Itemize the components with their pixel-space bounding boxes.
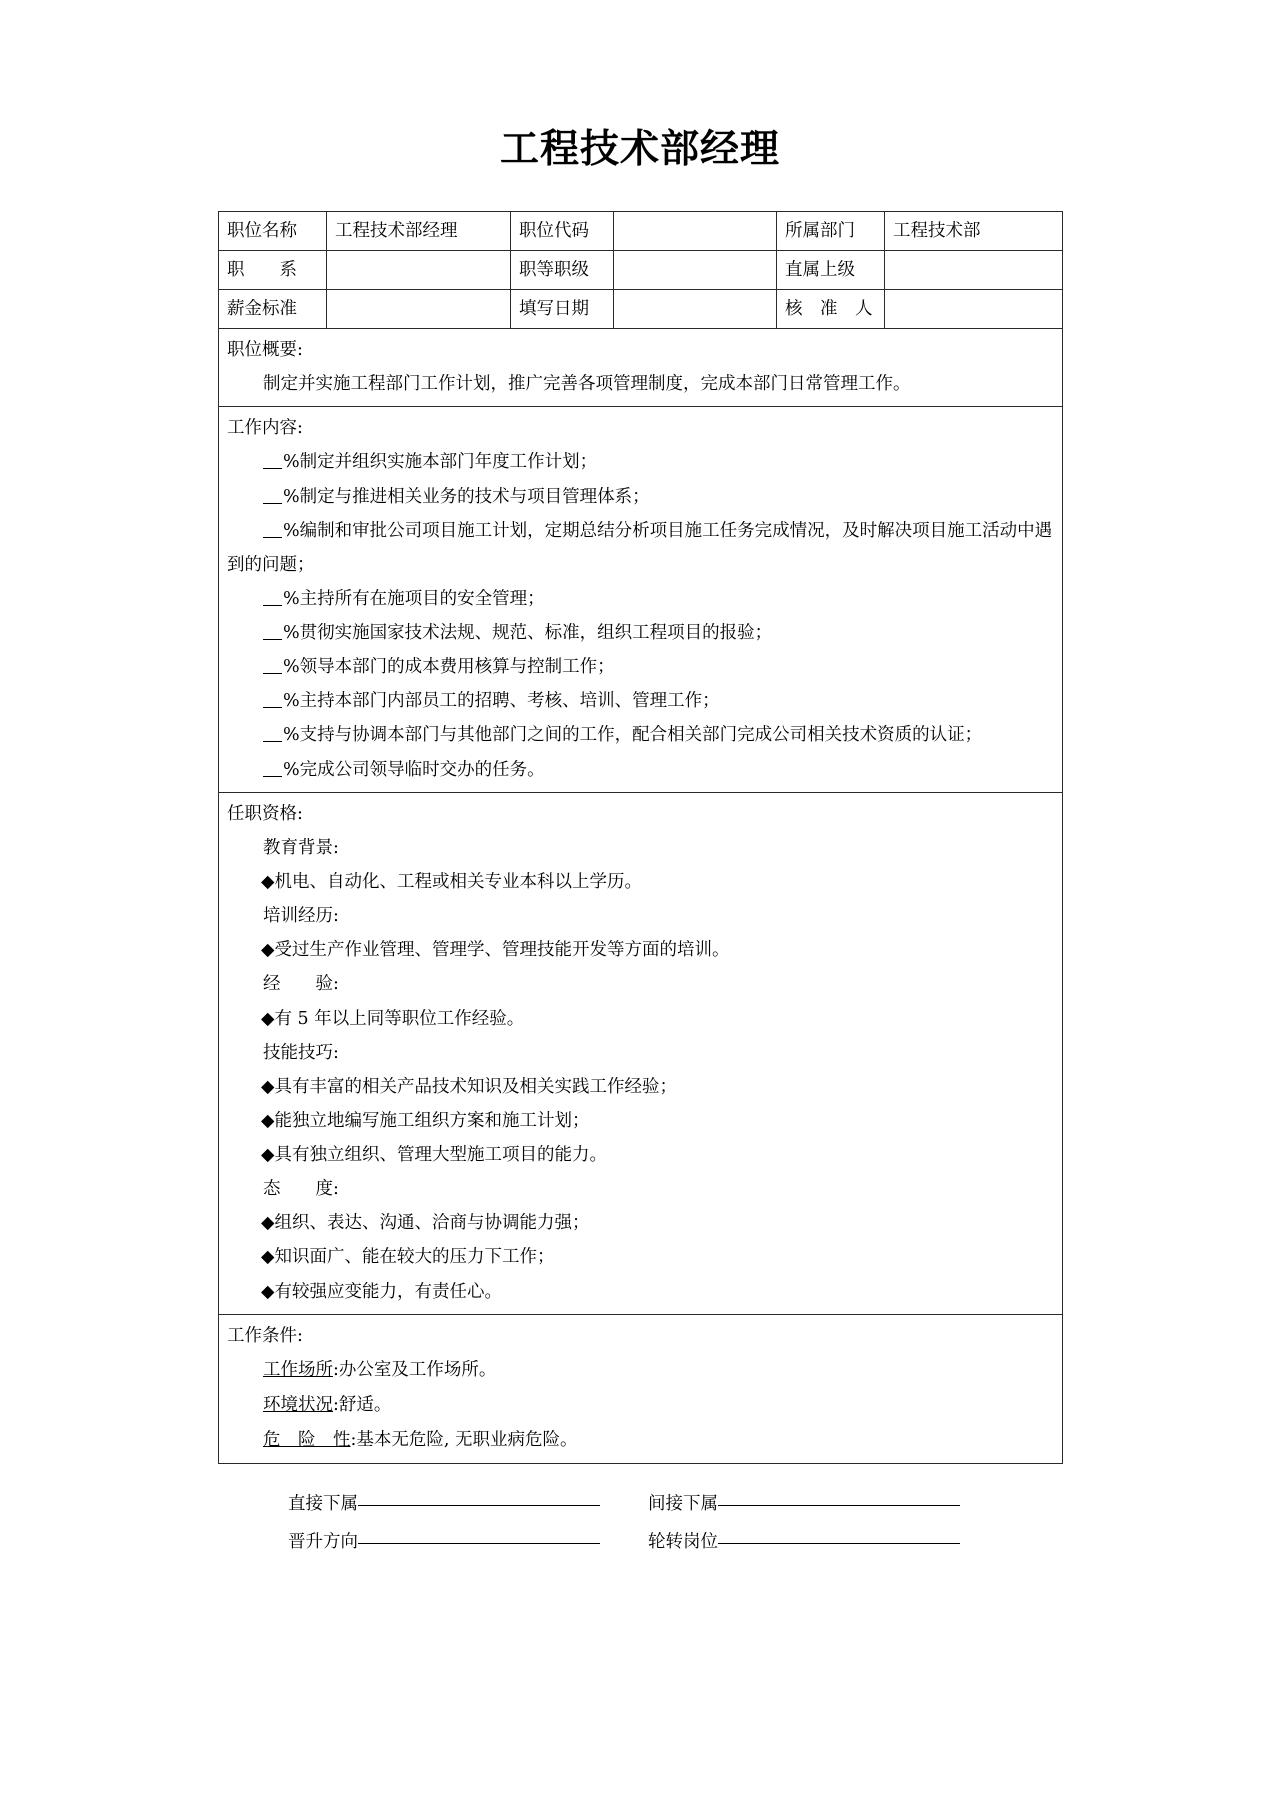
job-description-table-wrap [218,211,1062,1464]
table-row [219,250,1063,289]
diamond-bullet-icon: ◆ [261,1145,275,1165]
field-label-position-code: 职位代码 [511,211,614,250]
section-row-duties [219,407,1063,793]
footer-row [288,1524,1062,1562]
page-title: 工程技术部经理 [499,127,780,172]
duty-item [227,582,1054,616]
qualification-item-text: 组织、表达、沟通、洽商与协调能力强； [274,1213,590,1234]
duty-text: 主持所有在施项目的安全管理； [299,588,545,609]
percent-blank-field[interactable] [263,625,282,640]
work-condition-item [227,1353,1054,1388]
qualification-item-text: 有较强应变能力，有责任心。 [274,1281,502,1302]
percent-blank-field[interactable] [263,727,282,742]
footer-field-label: 晋升方向 [288,1531,358,1552]
section-heading-work-conditions: 工作条件: [227,1325,303,1346]
work-condition-item [227,1423,1054,1458]
qualification-item [227,1138,1054,1172]
section-qualifications [219,792,1063,1314]
footer-field-input[interactable] [718,1504,960,1506]
section-heading-duties: 工作内容: [227,418,303,439]
percent-blank-field[interactable] [263,591,282,606]
diamond-bullet-icon: ◆ [261,940,275,961]
field-label-job-family: 职 系 [219,250,327,289]
work-condition-separator: : [333,1394,339,1415]
section-job-summary [219,328,1063,406]
duty-item [227,445,1054,479]
work-condition-value: 办公室及工作场所。 [338,1359,497,1380]
footer-row [288,1486,1062,1524]
qualification-item [227,1275,1054,1309]
qualification-item [227,1206,1054,1240]
qualification-item-text: 受过生产作业管理、管理学、管理技能开发等方面的培训。 [274,940,730,961]
qualification-group-title: 态 度: [263,1179,339,1200]
diamond-bullet-icon: ◆ [261,1008,275,1029]
field-value-job-grade[interactable] [614,250,777,289]
diamond-bullet-icon: ◆ [261,1281,275,1302]
duty-text: 完成公司领导临时交办的任务。 [299,759,545,780]
duty-item [227,480,1054,514]
footer-field-label: 直接下属 [288,1493,358,1514]
field-value-department[interactable]: 工程技术部 [885,211,1063,250]
footer-field-label: 轮转岗位 [648,1531,718,1552]
diamond-bullet-icon: ◆ [261,1110,275,1131]
footer-field-input[interactable] [358,1504,600,1506]
work-condition-value: 舒适。 [338,1394,392,1415]
footer-field [648,1486,960,1524]
duty-text: 主持本部门内部员工的招聘、考核、培训、管理工作； [299,691,720,712]
section-heading-qualifications: 任职资格: [227,803,303,824]
percent-blank-field[interactable] [263,489,282,504]
qualification-group-title: 经 验: [263,974,339,995]
percent-sign: % [283,486,300,507]
work-condition-list [227,1353,1054,1458]
footer-signature-block [218,1486,1062,1561]
field-value-salary-standard[interactable] [327,289,511,328]
field-value-position-code[interactable] [614,211,777,250]
duty-item [227,753,1054,787]
qualification-item-text: 具有独立组织、管理大型施工项目的能力。 [274,1145,607,1165]
table-row [219,289,1063,328]
qualification-item-text: 具有丰富的相关产品技术知识及相关实践工作经验； [274,1076,677,1097]
footer-field [288,1486,648,1524]
diamond-bullet-icon: ◆ [261,1076,275,1097]
duty-text: 编制和审批公司项目施工计划，定期总结分析项目施工任务完成情况，及时解决项目施工活动中遇到的问题； [227,520,1053,575]
duties-list [227,445,1054,786]
section-row-qualifications [219,792,1063,1314]
work-condition-key: 危 险 性 [263,1429,351,1450]
footer-field-input[interactable] [358,1542,600,1544]
duty-text: 支持与协调本部门与其他部门之间的工作，配合相关部门完成公司相关技术资质的认证； [299,725,983,746]
section-row-work-conditions [219,1314,1063,1463]
field-value-job-family[interactable] [327,250,511,289]
field-value-fill-date[interactable] [614,289,777,328]
percent-sign: % [283,759,300,780]
field-label-direct-supervisor: 直属上级 [777,250,885,289]
field-label-department: 所属部门 [777,211,885,250]
field-label-approver: 核 准 人 [777,289,885,328]
field-label-position-name: 职位名称 [219,211,327,250]
qualification-item-text: 能独立地编写施工组织方案和施工计划； [274,1110,590,1131]
field-label-job-grade: 职等职级 [511,250,614,289]
percent-sign: % [283,657,300,678]
qualification-item [227,865,1054,899]
section-heading-summary: 职位概要: [227,339,303,360]
work-condition-value: 基本无危险, 无职业病危险。 [356,1429,578,1450]
footer-rows [288,1486,1062,1561]
duty-text: 贯彻实施国家技术法规、规范、标准，组织工程项目的报验； [299,623,773,643]
section-work-content [219,407,1063,793]
duty-item [227,514,1054,582]
duty-item [227,650,1054,684]
percent-blank-field[interactable] [263,659,282,674]
qualification-item-text: 机电、自动化、工程或相关专业本科以上学历。 [274,872,642,892]
footer-field-label: 间接下属 [648,1493,718,1514]
qualification-group-title: 培训经历: [263,906,339,927]
field-value-direct-supervisor[interactable] [885,250,1063,289]
section-work-conditions [219,1314,1063,1463]
job-description-table [218,211,1063,1464]
qualification-item [227,1240,1054,1274]
qualification-item [227,1070,1054,1104]
percent-sign: % [283,520,300,541]
percent-sign: % [283,691,300,712]
work-condition-key: 环境状况 [263,1394,333,1415]
duty-item [227,718,1054,752]
percent-blank-field[interactable] [263,454,282,469]
percent-blank-field[interactable] [263,523,282,538]
section-row-summary [219,328,1063,406]
percent-sign: % [283,452,300,473]
summary-text: 制定并实施工程部门工作计划，推广完善各项管理制度，完成本部门日常管理工作。 [263,374,911,394]
percent-sign: % [283,588,300,609]
duty-item [227,616,1054,650]
work-condition-item [227,1388,1054,1423]
diamond-bullet-icon: ◆ [261,872,275,892]
duty-text: 制定并组织实施本部门年度工作计划； [299,452,598,473]
footer-field-input[interactable] [718,1542,960,1544]
work-condition-separator: : [350,1429,357,1450]
duty-text: 制定与推进相关业务的技术与项目管理体系； [299,486,650,507]
field-label-salary-standard: 薪金标准 [219,289,327,328]
percent-blank-field[interactable] [263,693,282,708]
work-condition-key: 工作场所 [263,1359,333,1380]
duty-item [227,684,1054,718]
percent-sign: % [283,623,300,643]
qualification-item [227,933,1054,967]
qualification-item [227,1104,1054,1138]
footer-field [648,1524,960,1562]
table-row [219,211,1063,250]
duty-text: 领导本部门的成本费用核算与控制工作； [299,657,615,678]
percent-sign: % [283,725,300,746]
qualification-group-title: 技能技巧: [263,1042,339,1063]
diamond-bullet-icon: ◆ [261,1247,275,1268]
footer-field [288,1524,648,1562]
percent-blank-field[interactable] [263,762,282,777]
qualification-item [227,1002,1054,1036]
field-label-fill-date: 填写日期 [511,289,614,328]
qualification-item-text: 有 5 年以上同等职位工作经验。 [274,1008,525,1029]
field-value-approver[interactable] [885,289,1063,328]
work-condition-separator: : [333,1359,339,1380]
qualification-item-text: 知识面广、能在较大的压力下工作； [274,1247,555,1268]
qualification-groups [227,831,1054,1309]
field-value-position-name[interactable]: 工程技术部经理 [327,211,511,250]
diamond-bullet-icon: ◆ [261,1213,275,1234]
qualification-group-title: 教育背景: [263,837,339,858]
